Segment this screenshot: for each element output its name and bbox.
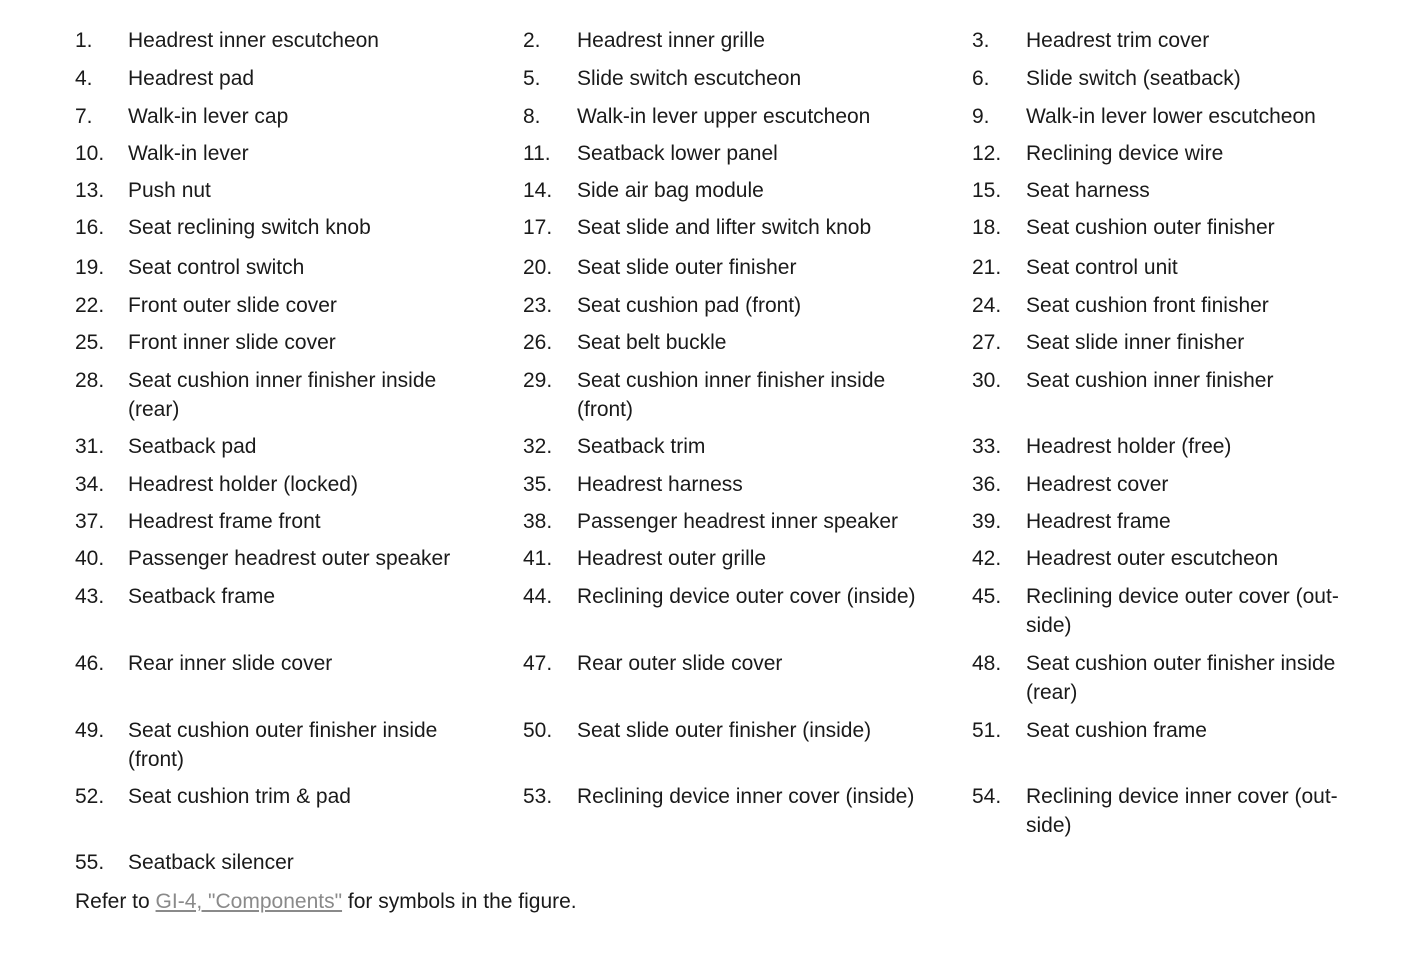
legend-item-number: 35. bbox=[523, 473, 553, 496]
legend-item-label bbox=[577, 582, 962, 611]
legend-item-number: 55. bbox=[75, 851, 105, 874]
legend-item-label bbox=[577, 470, 962, 499]
legend-row bbox=[0, 582, 1408, 637]
legend-item-label-line1: Reclining device wire bbox=[1026, 142, 1224, 165]
legend-item-label-line1: Passenger headrest outer speaker bbox=[128, 547, 451, 570]
legend-item-label bbox=[577, 139, 962, 168]
legend-item-label bbox=[128, 782, 508, 811]
legend-item-label-line1: Seat cushion pad (front) bbox=[577, 294, 802, 317]
legend-item-label bbox=[128, 253, 508, 282]
legend-item-label bbox=[1026, 139, 1386, 168]
legend-item-number: 47. bbox=[523, 652, 553, 675]
legend-item-label-line1: Seat slide outer finisher bbox=[577, 256, 797, 279]
legend-item-label-line1: Seat belt buckle bbox=[577, 331, 727, 354]
legend-item-label-line1: Seat control switch bbox=[128, 256, 305, 279]
legend-item-number: 26. bbox=[523, 331, 553, 354]
legend-item-label bbox=[128, 366, 508, 424]
legend-item-label bbox=[577, 328, 962, 357]
legend-item-label-line1: Seat cushion frame bbox=[1026, 719, 1207, 742]
legend-row bbox=[0, 848, 1408, 888]
legend-item-label bbox=[128, 291, 508, 320]
legend-item-label-line1: Reclining device inner cover (inside) bbox=[577, 785, 915, 808]
legend-item-label bbox=[1026, 432, 1386, 461]
legend-item-number: 3. bbox=[972, 29, 990, 52]
legend-item-number: 53. bbox=[523, 785, 553, 808]
note-suffix: for symbols in the figure. bbox=[342, 890, 577, 913]
legend-item-label-line1: Seat cushion outer finisher inside bbox=[128, 719, 438, 742]
legend-item-label-line1: Headrest frame bbox=[1026, 510, 1171, 533]
legend-item-label bbox=[577, 102, 962, 131]
reference-note bbox=[75, 887, 577, 916]
legend-item-number: 43. bbox=[75, 585, 105, 608]
legend-item-number: 24. bbox=[972, 294, 1002, 317]
legend-item-number: 41. bbox=[523, 547, 553, 570]
legend-row bbox=[0, 26, 1408, 66]
legend-item-number: 23. bbox=[523, 294, 553, 317]
legend-item-label-line1: Headrest trim cover bbox=[1026, 29, 1210, 52]
legend-row bbox=[0, 544, 1408, 584]
legend-item-label bbox=[1026, 328, 1386, 357]
legend-item-label-line1: Front inner slide cover bbox=[128, 331, 336, 354]
legend-item-number: 54. bbox=[972, 785, 1002, 808]
legend-item-number: 48. bbox=[972, 652, 1002, 675]
legend-item-label-line1: Seat cushion front finisher bbox=[1026, 294, 1269, 317]
legend-item-label bbox=[577, 716, 962, 745]
legend-row bbox=[0, 470, 1408, 510]
legend-item-number: 45. bbox=[972, 585, 1002, 608]
legend-item-number: 36. bbox=[972, 473, 1002, 496]
legend-item-label-line1: Reclining device inner cover (out- bbox=[1026, 785, 1338, 808]
legend-row bbox=[0, 213, 1408, 253]
legend-item-label bbox=[577, 507, 962, 536]
legend-item-label-line1: Seat cushion outer finisher bbox=[1026, 216, 1275, 239]
legend-item-number: 31. bbox=[75, 435, 105, 458]
legend-item-label-line2: (rear) bbox=[128, 398, 180, 421]
legend-item-label bbox=[1026, 366, 1386, 395]
legend-item-label bbox=[1026, 102, 1386, 131]
legend-item-number: 30. bbox=[972, 369, 1002, 392]
legend-item-number: 28. bbox=[75, 369, 105, 392]
legend-item-label-line1: Side air bag module bbox=[577, 179, 764, 202]
legend-item-number: 7. bbox=[75, 105, 93, 128]
legend-item-number: 11. bbox=[523, 142, 551, 165]
legend-item-label bbox=[128, 64, 508, 93]
legend-row bbox=[0, 716, 1408, 771]
legend-item-label bbox=[1026, 582, 1386, 640]
legend-item-number: 38. bbox=[523, 510, 553, 533]
legend-row bbox=[0, 176, 1408, 216]
legend-item-label-line1: Seatback pad bbox=[128, 435, 257, 458]
legend-item-number: 21. bbox=[972, 256, 1002, 279]
legend-item-label bbox=[1026, 544, 1386, 573]
legend-item-number: 33. bbox=[972, 435, 1002, 458]
legend-item-label bbox=[128, 716, 508, 774]
legend-item-label-line1: Slide switch escutcheon bbox=[577, 67, 802, 90]
legend-item-label-line1: Seat cushion inner finisher inside bbox=[577, 369, 886, 392]
legend-row bbox=[0, 64, 1408, 104]
legend-item-label-line1: Headrest cover bbox=[1026, 473, 1169, 496]
legend-item-label bbox=[577, 649, 962, 678]
legend-item-number: 13. bbox=[75, 179, 105, 202]
legend-item-label-line2: side) bbox=[1026, 814, 1072, 837]
legend-item-number: 40. bbox=[75, 547, 105, 570]
legend-item-number: 25. bbox=[75, 331, 105, 354]
legend-item-number: 20. bbox=[523, 256, 553, 279]
legend-item-number: 15. bbox=[972, 179, 1002, 202]
legend-item-number: 12. bbox=[972, 142, 1002, 165]
legend-item-number: 34. bbox=[75, 473, 105, 496]
legend-item-label bbox=[577, 213, 962, 242]
legend-item-label-line1: Headrest pad bbox=[128, 67, 255, 90]
legend-item-label bbox=[128, 470, 508, 499]
legend-item-label-line1: Headrest frame front bbox=[128, 510, 321, 533]
legend-item-label-line1: Headrest inner grille bbox=[577, 29, 765, 52]
legend-row bbox=[0, 649, 1408, 704]
legend-item-label-line2: (front) bbox=[128, 748, 185, 771]
legend-item-label bbox=[128, 139, 508, 168]
legend-item-label bbox=[577, 544, 962, 573]
legend-row bbox=[0, 139, 1408, 179]
legend-item-label bbox=[128, 328, 508, 357]
legend-item-label-line2: (rear) bbox=[1026, 681, 1078, 704]
legend-item-label-line1: Seatback silencer bbox=[128, 851, 294, 874]
legend-item-number: 27. bbox=[972, 331, 1002, 354]
legend-item-number: 39. bbox=[972, 510, 1002, 533]
legend-item-label-line1: Seat cushion outer finisher inside bbox=[1026, 652, 1336, 675]
legend-item-number: 46. bbox=[75, 652, 105, 675]
legend-item-number: 5. bbox=[523, 67, 541, 90]
legend-item-label bbox=[1026, 507, 1386, 536]
legend-item-label-line1: Front outer slide cover bbox=[128, 294, 337, 317]
legend-item-label bbox=[1026, 649, 1386, 707]
legend-item-label bbox=[128, 649, 508, 678]
legend-item-label-line1: Reclining device outer cover (inside) bbox=[577, 585, 916, 608]
legend-item-label-line1: Walk-in lever upper escutcheon bbox=[577, 105, 871, 128]
legend-item-label-line1: Seat control unit bbox=[1026, 256, 1178, 279]
legend-item-label bbox=[1026, 782, 1386, 840]
legend-item-label-line1: Headrest outer escutcheon bbox=[1026, 547, 1279, 570]
legend-item-number: 18. bbox=[972, 216, 1002, 239]
legend-item-number: 4. bbox=[75, 67, 93, 90]
legend-item-number: 22. bbox=[75, 294, 105, 317]
legend-item-number: 32. bbox=[523, 435, 553, 458]
legend-item-label bbox=[1026, 253, 1386, 282]
legend-item-label bbox=[577, 64, 962, 93]
legend-item-label-line1: Passenger headrest inner speaker bbox=[577, 510, 899, 533]
legend-item-label bbox=[577, 432, 962, 461]
legend-item-number: 6. bbox=[972, 67, 990, 90]
legend-item-number: 29. bbox=[523, 369, 553, 392]
legend-item-number: 2. bbox=[523, 29, 541, 52]
legend-item-label bbox=[128, 213, 508, 242]
legend-item-label bbox=[577, 782, 962, 811]
legend-row bbox=[0, 253, 1408, 293]
legend-row bbox=[0, 328, 1408, 368]
legend-item-number: 14. bbox=[523, 179, 553, 202]
legend-item-label-line1: Seat harness bbox=[1026, 179, 1150, 202]
legend-item-label-line1: Headrest outer grille bbox=[577, 547, 767, 570]
legend-row bbox=[0, 782, 1408, 837]
legend-item-label bbox=[1026, 291, 1386, 320]
legend-item-label-line2: (front) bbox=[577, 398, 634, 421]
legend-item-number: 19. bbox=[75, 256, 105, 279]
legend-item-label-line1: Rear outer slide cover bbox=[577, 652, 783, 675]
legend-item-label bbox=[128, 102, 508, 131]
legend-item-label bbox=[1026, 470, 1386, 499]
legend-item-label bbox=[1026, 176, 1386, 205]
legend-item-label bbox=[577, 291, 962, 320]
legend-item-label bbox=[577, 253, 962, 282]
legend-item-number: 1. bbox=[75, 29, 93, 52]
legend-item-number: 8. bbox=[523, 105, 541, 128]
legend-item-label-line1: Seat cushion inner finisher inside bbox=[128, 369, 437, 392]
legend-item-label bbox=[128, 176, 508, 205]
legend-item-number: 17. bbox=[523, 216, 553, 239]
legend-item-label-line1: Seat cushion trim & pad bbox=[128, 785, 351, 808]
legend-item-label bbox=[1026, 213, 1386, 242]
legend-item-label bbox=[577, 366, 962, 424]
legend-item-label-line1: Walk-in lever bbox=[128, 142, 249, 165]
legend-item-number: 44. bbox=[523, 585, 553, 608]
legend-item-label bbox=[577, 26, 962, 55]
legend-row bbox=[0, 432, 1408, 472]
legend-item-label-line1: Push nut bbox=[128, 179, 211, 202]
legend-row bbox=[0, 102, 1408, 142]
legend-row bbox=[0, 291, 1408, 331]
legend-item-label-line1: Walk-in lever lower escutcheon bbox=[1026, 105, 1316, 128]
legend-item-label bbox=[1026, 64, 1386, 93]
legend-item-number: 51. bbox=[972, 719, 1002, 742]
legend-item-label bbox=[128, 26, 508, 55]
legend-item-label bbox=[128, 848, 508, 877]
legend-item-number: 9. bbox=[972, 105, 990, 128]
legend-item-label bbox=[1026, 26, 1386, 55]
legend-item-label-line1: Reclining device outer cover (out- bbox=[1026, 585, 1339, 608]
legend-item-label-line1: Headrest inner escutcheon bbox=[128, 29, 379, 52]
legend-item-label-line2: side) bbox=[1026, 614, 1072, 637]
legend-item-label bbox=[128, 544, 508, 573]
legend-row bbox=[0, 366, 1408, 421]
legend-item-label-line1: Seatback lower panel bbox=[577, 142, 778, 165]
legend-item-number: 10. bbox=[75, 142, 105, 165]
legend-item-label-line1: Slide switch (seatback) bbox=[1026, 67, 1241, 90]
legend-row bbox=[0, 507, 1408, 547]
legend-item-number: 42. bbox=[972, 547, 1002, 570]
legend-item-label-line1: Headrest holder (free) bbox=[1026, 435, 1232, 458]
legend-item-label bbox=[128, 507, 508, 536]
legend-item-number: 50. bbox=[523, 719, 553, 742]
components-link[interactable]: GI-4, "Components" bbox=[155, 890, 343, 913]
legend-item-label bbox=[128, 582, 508, 611]
legend-item-number: 52. bbox=[75, 785, 105, 808]
legend-item-number: 37. bbox=[75, 510, 105, 533]
legend-item-label-line1: Headrest holder (locked) bbox=[128, 473, 358, 496]
legend-item-number: 16. bbox=[75, 216, 105, 239]
legend-item-label bbox=[577, 176, 962, 205]
legend-item-label-line1: Seat cushion inner finisher bbox=[1026, 369, 1274, 392]
legend-item-label-line1: Walk-in lever cap bbox=[128, 105, 289, 128]
legend-item-label-line1: Seat reclining switch knob bbox=[128, 216, 371, 239]
legend-item-label bbox=[1026, 716, 1386, 745]
legend-item-label-line1: Seat slide outer finisher (inside) bbox=[577, 719, 872, 742]
legend-item-label-line1: Rear inner slide cover bbox=[128, 652, 333, 675]
legend-item-label-line1: Seatback frame bbox=[128, 585, 276, 608]
legend-item-label-line1: Headrest harness bbox=[577, 473, 743, 496]
legend-item-label-line1: Seat slide inner finisher bbox=[1026, 331, 1245, 354]
note-prefix: Refer to bbox=[75, 890, 156, 913]
legend-item-label-line1: Seatback trim bbox=[577, 435, 706, 458]
legend-item-label-line1: Seat slide and lifter switch knob bbox=[577, 216, 872, 239]
legend-item-label bbox=[128, 432, 508, 461]
legend-item-number: 49. bbox=[75, 719, 105, 742]
